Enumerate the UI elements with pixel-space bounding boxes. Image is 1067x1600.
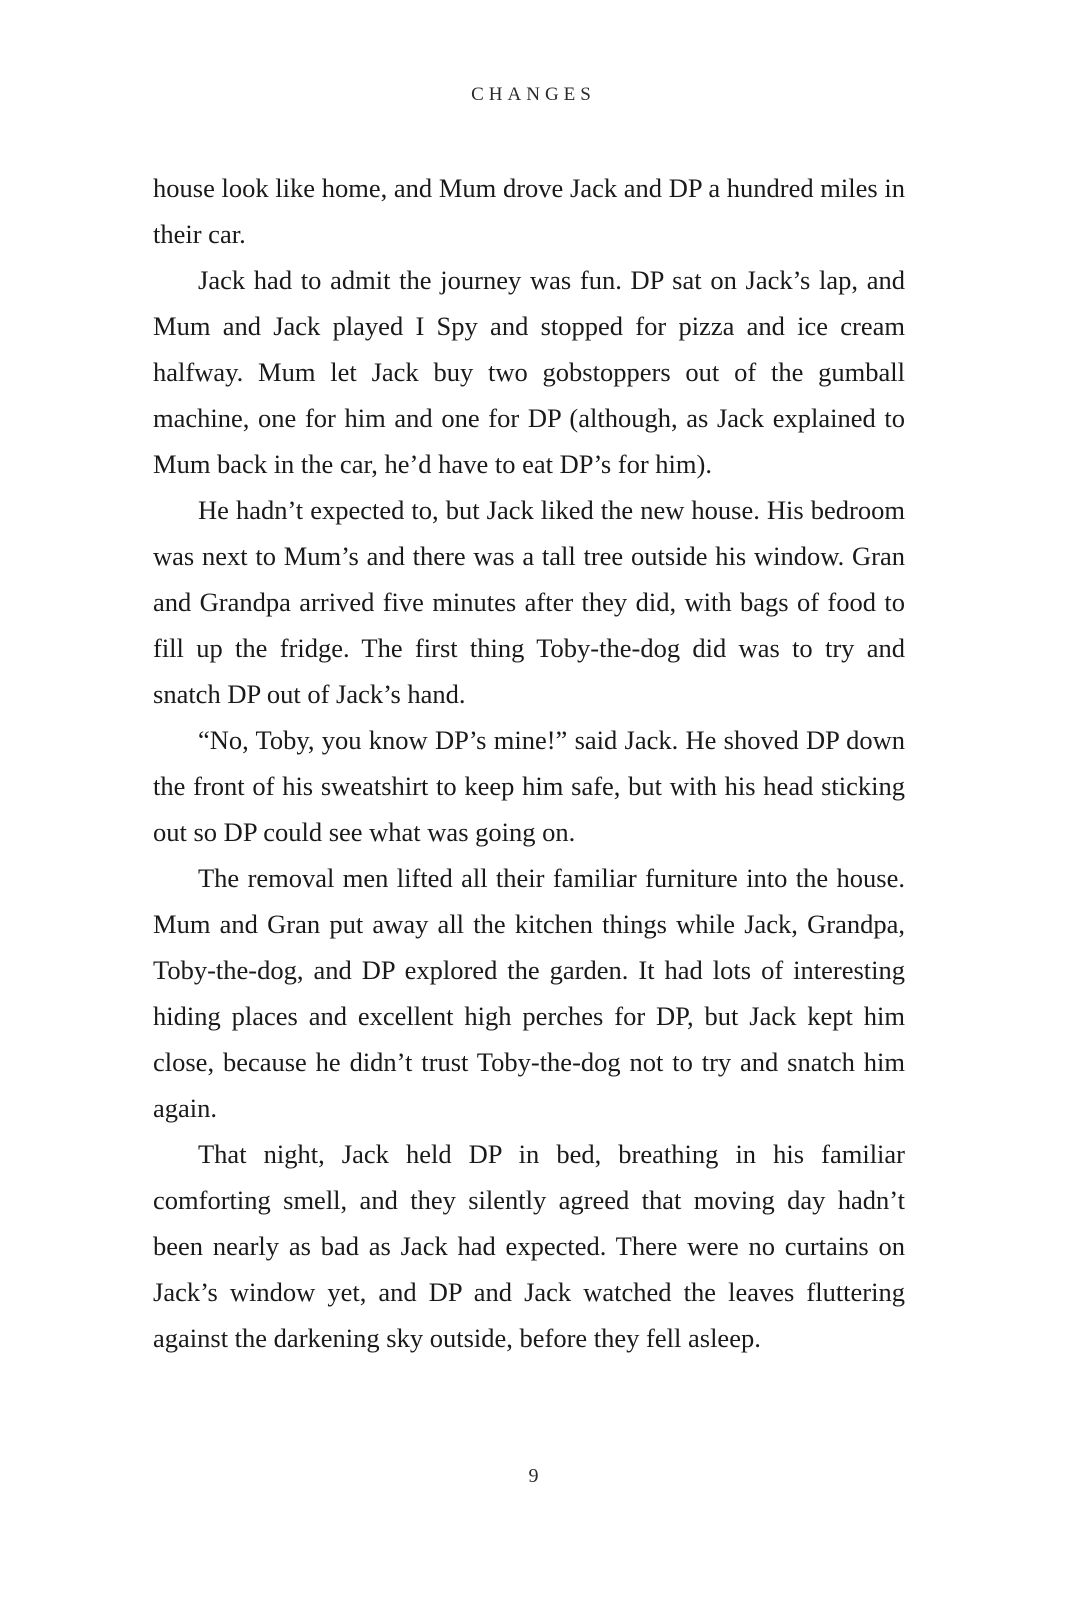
page-number: 9 xyxy=(528,1465,539,1487)
paragraph: The removal men lifted all their familiar furniture into the house. Mum and Gran put away all the kitchen things while Jack, Grandpa, Toby-the-dog, and DP explored the garden. It had lots of interesting hiding places and excellent high perches for DP, but Jack kept him close, because he didn’t trust Toby-the-dog not to try and snatch him again. xyxy=(153,863,905,1123)
running-head: CHANGES xyxy=(471,84,596,105)
paragraph: “No, Toby, you know DP’s mine!” said Jack. He shoved DP down the front of his sweatshirt to keep him safe, but with his head sticking out so DP could see what was going on. xyxy=(153,725,905,847)
paragraph: That night, Jack held DP in bed, breathing in his familiar comforting smell, and they silently agreed that moving day hadn’t been nearly as bad as Jack had expected. There were no curtains on Jack’s window yet, and DP and Jack watched the leaves fluttering against the darkening sky outside, before they fell asleep. xyxy=(153,1139,905,1353)
body-text xyxy=(153,165,905,1361)
paragraph: He hadn’t expected to, but Jack liked the new house. His bedroom was next to Mum’s and there was a tall tree outside his window. Gran and Grandpa arrived five minutes after they did, with bags of food to fill up the fridge. The first thing Toby-the-dog did was to try and snatch DP out of Jack’s hand. xyxy=(153,495,905,709)
paragraph-continued: house look like home, and Mum drove Jack and DP a hundred miles in their car. xyxy=(153,173,905,249)
paragraph: Jack had to admit the journey was fun. DP sat on Jack’s lap, and Mum and Jack played I Spy and stopped for pizza and ice cream halfway. Mum let Jack buy two gobstoppers out of the gumball machine, one for him and one for DP (although, as Jack explained to Mum back in the car, he’d have to eat DP’s for him). xyxy=(153,265,905,479)
